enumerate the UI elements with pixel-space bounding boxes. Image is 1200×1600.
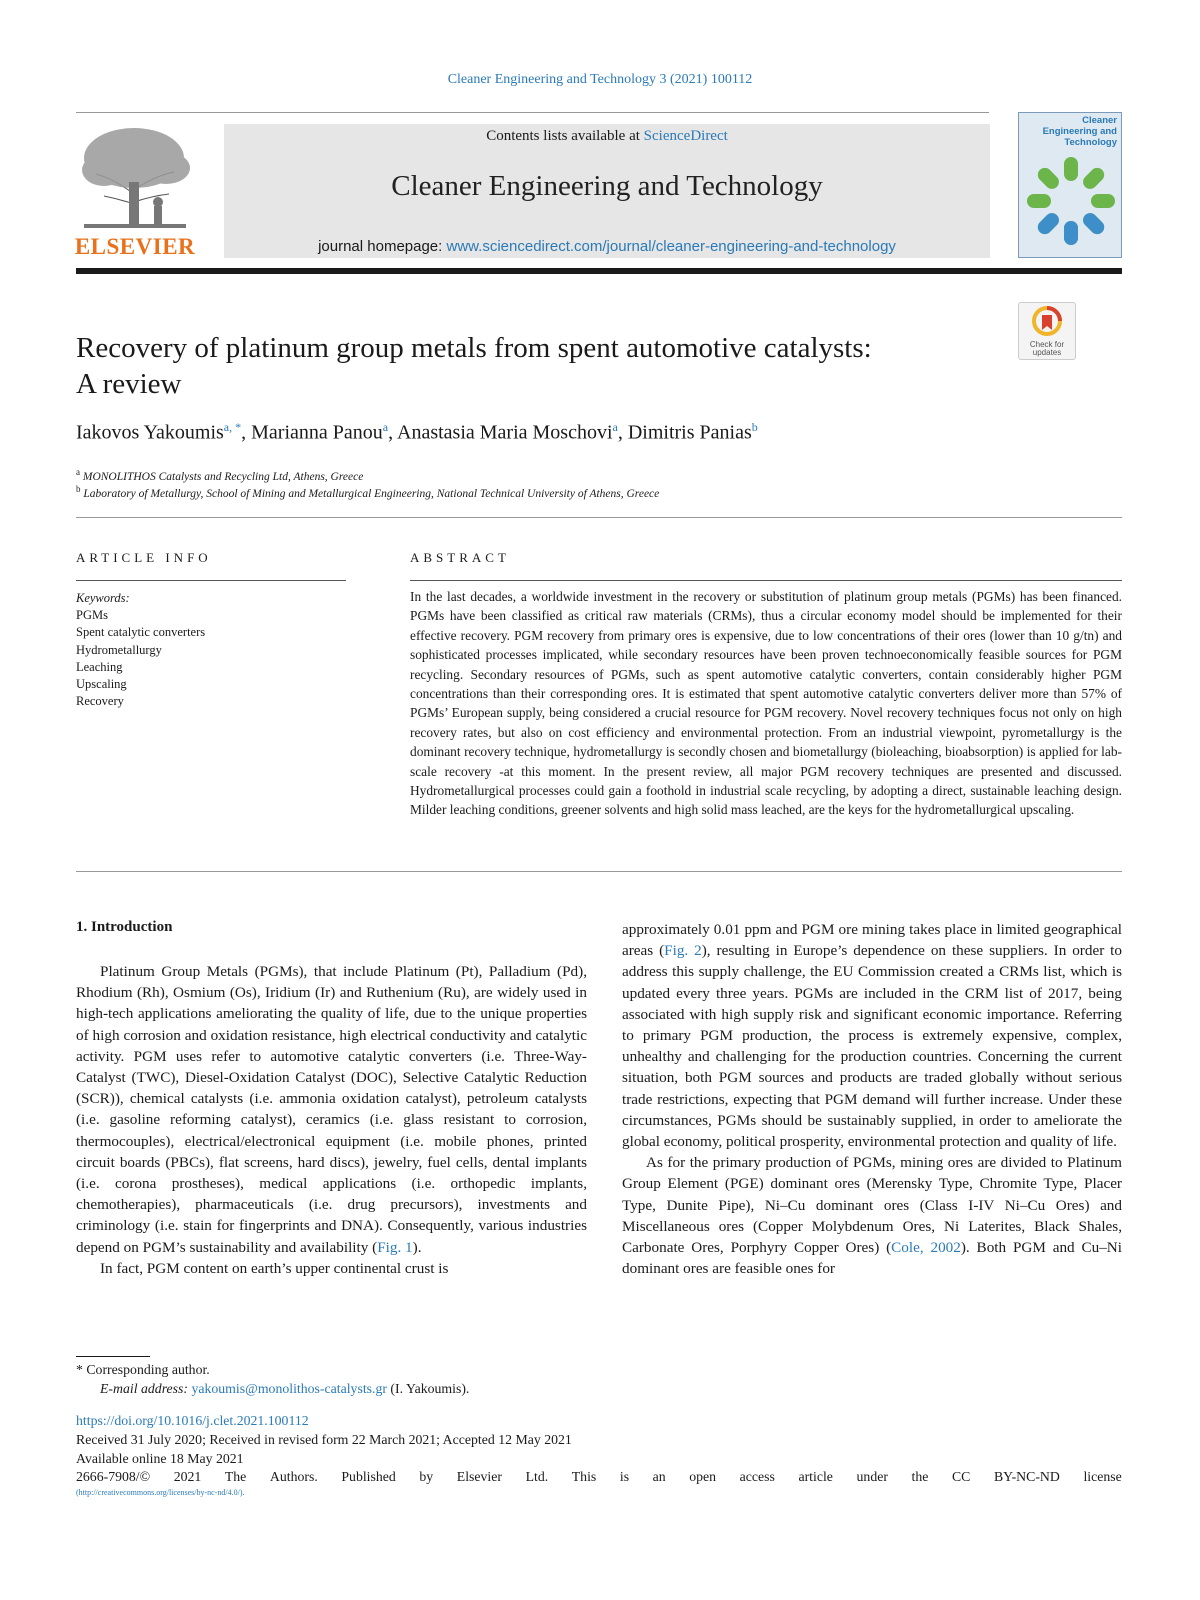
elsevier-logo[interactable]	[74, 124, 196, 260]
body-paragraph	[622, 919, 1122, 1152]
paper-title-line-2: A review	[76, 368, 182, 400]
paragraph-text: ). Both PGM and Cu–Ni dominant ores are feasible ones for	[622, 1239, 1122, 1278]
pinwheel-icon	[1023, 149, 1119, 253]
paragraph-text: Platinum Group Metals (PGMs), that include Platinum (Pt), Palladium (Pd), Rhodium (Rh), Osmium (Os), Iridium (Ir) and Ruthenium (Ru), are widely used in high-tech applications ameliorating the quality of life, due to the unique properties of high corrosion and oxidation resistance, high electrical conductivity and catalytic activity. PGM uses refer to automotive catalytic converters (i.e. Three-Way-Catalyst (TWC), Diesel-Oxidation Catalyst (DOC), Selective Catalytic Reduction (SCR)), chemical catalysts (i.e. ammonia oxidation catalyst), petroleum catalysts (i.e. gasoline reforming catalyst), ceramics (i.e. glass resistant to corrosion, thermocouples), electrical/electronical equipment (i.e. mobile phones, printed circuit boards (PBCs), flat screens, hard discs), jewelry, fuel cells, dental implants (i.e. corona prostheses), medical applications (i.e. orthopedic implants, chemotherapies), pharmaceuticals (i.e. drug precursors), investments and criminology (i.e. stain for fingerprints and DNA). Consequently, various industries depend on PGM’s sustainability and availability (	[76, 963, 587, 1256]
keyword-item[interactable]: Recovery	[76, 694, 124, 709]
license-word: Authors.	[269, 1469, 318, 1485]
keyword-item[interactable]: Spent catalytic converters	[76, 625, 206, 640]
article-info-heading: ARTICLE INFO	[76, 550, 212, 565]
figure-link[interactable]: Fig. 2	[664, 942, 702, 960]
paragraph-text: ), resulting in Europe’s dependence on these suppliers. In order to address this supply challenge, the EU Commission created a CRMs list, which is updated every three years. PGMs are included in the CRM list of 2017, being associated with high supply risk and significant economic importance. Referring to primary PGM production, the process is extremely expensive, complex, unhealthy and challenging for the production countries. Concerning the current situation, both PGM sources and products are traded globally without serious trade restrictions, expecting that PGM demand will further increase. Under these circumstances, PGMs should be sustainably supplied, in order to ameliorate the global economy, political prosperity, environmental protection and quality of life.	[622, 942, 1122, 1151]
cover-title: Cleaner Engineering and Technology	[1042, 115, 1117, 148]
keywords-list	[76, 590, 346, 710]
affiliation-text: MONOLITHOS Catalysts and Recycling Ltd, Athens, Greece	[82, 470, 364, 483]
license-word: Elsevier	[456, 1469, 502, 1485]
abstract-heading: ABSTRACT	[410, 550, 510, 565]
available-online: Available online 18 May 2021	[76, 1450, 244, 1466]
journal-citation[interactable]: Cleaner Engineering and Technology 3 (2021) 100112	[447, 72, 753, 87]
footnote-corresponding-text: Corresponding author.	[86, 1362, 210, 1377]
footnote-marker: *	[76, 1362, 83, 1377]
footnote	[76, 1360, 876, 1398]
license-word: This	[571, 1469, 597, 1485]
homepage-link[interactable]: www.sciencedirect.com/journal/cleaner-engineering-and-technology	[446, 238, 896, 255]
license-word: an	[652, 1469, 666, 1485]
section-heading-introduction: 1. Introduction	[76, 919, 173, 935]
homepage-prefix: journal homepage:	[318, 238, 447, 255]
license-word: Published	[341, 1469, 396, 1485]
journal-cover-thumbnail[interactable]	[1018, 112, 1122, 258]
body-paragraph: In fact, PGM content on earth’s upper continental crust is	[100, 1259, 449, 1277]
abstract-text: In the last decades, a worldwide investment in the recovery or substitution of platinum group metals (PGMs) has been financed. PGMs have been classified as critical raw materials (CRMs), thus a circular economy model should be implemented for their effective recovery. PGM recovery from primary ores is expensive, due to low concentrations of their ores (lower than 10 g/tn) and sophisticated processes implicated, while secondary resources have been proven technoeconomically feasible sources for PGM recycling. Secondary resources of PGMs, such as spent automotive catalytic converters, contain considerably higher PGM concentrations than their corresponding ores. It is estimated that spent automotive catalytic converters deliver more than 57% of PGMs’ European supply, being considered a crucial resource for PGM recovery. Novel recovery techniques focus not only on high recovery rates, but also on cost efficiency and environmental protection. From an industrial viewpoint, pyrometallurgy is the dominant recovery technique, hydrometallurgy is secondly chosen and biometallurgy (bioleaching, bioabsorption) is applied for lab-scale recovery -at this moment. In the present review, all major PGM recovery techniques are presented and discussed. Hydrometallurgical processes could gain a foothold in industrial scale recycling, by adopting a direct, sustainable leaching design. Milder leaching conditions, greener solvents and high solid mass leached, are the keys for the hydrometallurgical upscaling.	[410, 589, 1122, 818]
license-word: BY-NC-ND	[993, 1469, 1060, 1485]
received-dates: Received 31 July 2020; Received in revised form 22 March 2021; Accepted 12 May 2021	[76, 1431, 572, 1447]
affiliation-b	[76, 484, 1122, 500]
author-name[interactable]: Anastasia Maria Moschovi	[397, 421, 613, 444]
keyword-item[interactable]: PGMs	[76, 608, 108, 623]
author-affiliation-marker[interactable]: a	[612, 420, 618, 434]
license-word: under	[856, 1469, 888, 1485]
keyword-item[interactable]: Leaching	[76, 659, 123, 674]
contents-prefix: Contents lists available at	[486, 128, 644, 144]
sciencedirect-link[interactable]: ScienceDirect	[643, 128, 728, 144]
author-name[interactable]: Iakovos Yakoumis	[76, 421, 224, 444]
license-word: CC	[951, 1469, 971, 1485]
email-suffix: (I. Yakoumis).	[386, 1381, 470, 1396]
license-word: 2666-7908/©	[76, 1469, 151, 1485]
check-for-updates-badge[interactable]	[1018, 302, 1076, 360]
license-line	[76, 1468, 1122, 1487]
paragraph-text: As for the primary production of PGMs, mining ores are divided to Platinum Group Element (PGE) dominant ores (Merensky Type, Chromite Type, Placer Type, Dunite Pipe), Ni–Cu dominant ores (Class I-IV Ni–Cu Ores) and Miscellaneous ores (Copper Molybdenum Ores, Ni Laterites, Black Shales, Carbonate Ores, Porphyry Copper Ores) (	[622, 1154, 1122, 1257]
author-name[interactable]: Marianna Panou	[251, 421, 383, 444]
header-thick-rule	[76, 268, 1122, 274]
abstract-bottom-rule	[76, 871, 1122, 872]
keywords-label: Keywords:	[76, 591, 130, 605]
body-paragraph	[76, 961, 587, 1258]
body-column-left	[76, 961, 587, 1279]
license-word: The	[224, 1469, 247, 1485]
publication-info	[76, 1412, 1122, 1499]
contents-line	[224, 128, 990, 145]
check-for-updates-label: Check for updates	[1029, 340, 1065, 357]
keyword-item[interactable]: Hydrometallurgy	[76, 642, 162, 657]
top-rule	[76, 112, 989, 113]
section-rule	[76, 517, 1122, 518]
elsevier-tree-icon	[74, 124, 196, 232]
footnote-rule	[76, 1356, 150, 1357]
abstract-rule	[410, 580, 1122, 581]
license-word: is	[619, 1469, 630, 1485]
license-word: access	[739, 1469, 775, 1485]
body-column-right	[622, 919, 1122, 1279]
footnote-email-line	[76, 1379, 876, 1398]
email-label: E-mail address:	[100, 1381, 189, 1396]
article-info-rule	[76, 580, 346, 581]
body-paragraph	[622, 1152, 1122, 1279]
author-list: Iakovos Yakoumis$^{a, *}$, Marianna Panou$^a$, Anastasia Maria Moschovi$^a$, Dimitris Panias$^b$	[76, 420, 758, 444]
affiliation-a	[76, 467, 1122, 483]
author-affiliation-marker[interactable]: a, *	[223, 420, 242, 434]
footnote-corresponding	[76, 1360, 876, 1379]
license-word: article	[798, 1469, 833, 1485]
doi-link[interactable]: https://doi.org/10.1016/j.clet.2021.100112	[76, 1413, 309, 1428]
bookmark-ring-icon	[1032, 306, 1062, 340]
citation-link[interactable]: Cole, 2002	[891, 1239, 961, 1257]
license-word: 2021	[173, 1469, 202, 1485]
journal-title: Cleaner Engineering and Technology	[391, 170, 823, 202]
author-affiliation-marker[interactable]: a	[382, 420, 389, 434]
license-word: the	[911, 1469, 929, 1485]
author-name[interactable]: Dimitris Panias	[627, 421, 752, 444]
affiliation-key: a	[76, 467, 80, 477]
affiliation-text: Laboratory of Metallurgy, School of Mining and Metallurgical Engineering, National Technical University of Athens, Greece	[83, 487, 660, 500]
elsevier-wordmark: ELSEVIER	[74, 234, 196, 259]
affiliation-key: b	[76, 484, 81, 494]
paragraph-text: approximately 0.01 ppm and PGM ore mining takes place in limited geographical areas (	[622, 921, 1122, 960]
author-affiliation-marker[interactable]: b	[751, 420, 758, 434]
paper-title	[76, 330, 956, 402]
journal-homepage	[224, 238, 990, 255]
journal-masthead	[224, 124, 990, 258]
license-word: Ltd.	[525, 1469, 549, 1485]
email-link[interactable]: yakoumis@monolithos-catalysts.gr	[191, 1381, 387, 1396]
license-url-link[interactable]: (http://creativecommons.org/licenses/by-nc-nd/4.0/).	[76, 1488, 245, 1498]
figure-link[interactable]: Fig. 1	[377, 1238, 413, 1256]
keyword-item[interactable]: Upscaling	[76, 677, 127, 692]
paragraph-text: ).	[412, 1238, 422, 1256]
license-word: license	[1083, 1469, 1122, 1485]
license-word: open	[689, 1469, 717, 1485]
license-word: by	[419, 1469, 434, 1485]
paper-title-line-1: Recovery of platinum group metals from spent automotive catalysts:	[76, 332, 872, 364]
